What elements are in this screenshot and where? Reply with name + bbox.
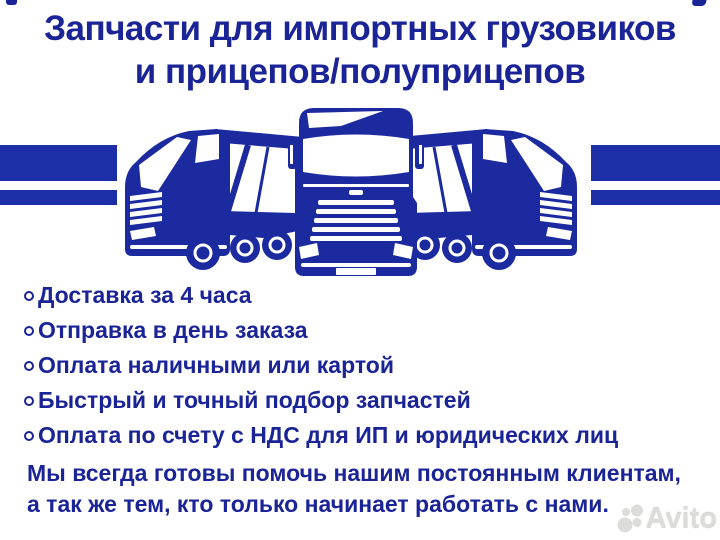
footer-line-1: Мы всегда готовы помочь нашим постоянным клиентам, — [27, 460, 681, 486]
feature-label: Быстрый и точный подбор запчастей — [38, 387, 471, 413]
feature-item-delivery — [0, 278, 720, 313]
feature-label: Оплата по счету с НДС для ИП и юридических лиц — [38, 422, 619, 448]
bullet-icon — [24, 291, 34, 301]
footer-message — [27, 458, 707, 520]
bullet-icon — [24, 326, 34, 336]
bullet-icon — [24, 361, 34, 371]
title-line-2: и прицепов/полуприцепов — [134, 52, 586, 91]
watermark-label: Avito — [645, 503, 717, 535]
feature-label: Оплата наличными или картой — [38, 352, 394, 378]
right-box-truck-icon — [399, 129, 577, 270]
feature-item-invoice-vat — [0, 418, 720, 453]
left-box-truck-icon — [125, 129, 303, 270]
avito-logo-icon — [617, 504, 645, 534]
center-truck-icon — [288, 108, 424, 276]
avito-watermark — [617, 504, 717, 534]
feature-label: Отправка в день заказа — [38, 317, 308, 343]
feature-item-dispatch — [0, 313, 720, 348]
trucks-illustration — [97, 99, 605, 285]
feature-item-fast-selection — [0, 383, 720, 418]
bullet-icon — [24, 431, 34, 441]
feature-list — [0, 278, 720, 453]
feature-label: Доставка за 4 часа — [38, 282, 252, 308]
bullet-icon — [24, 396, 34, 406]
feature-item-payment-cash-card — [0, 348, 720, 383]
title-line-1: Запчасти для импортных грузовиков — [44, 9, 676, 48]
footer-line-2: а так же тем, кто только начинает работать с нами. — [27, 491, 609, 517]
